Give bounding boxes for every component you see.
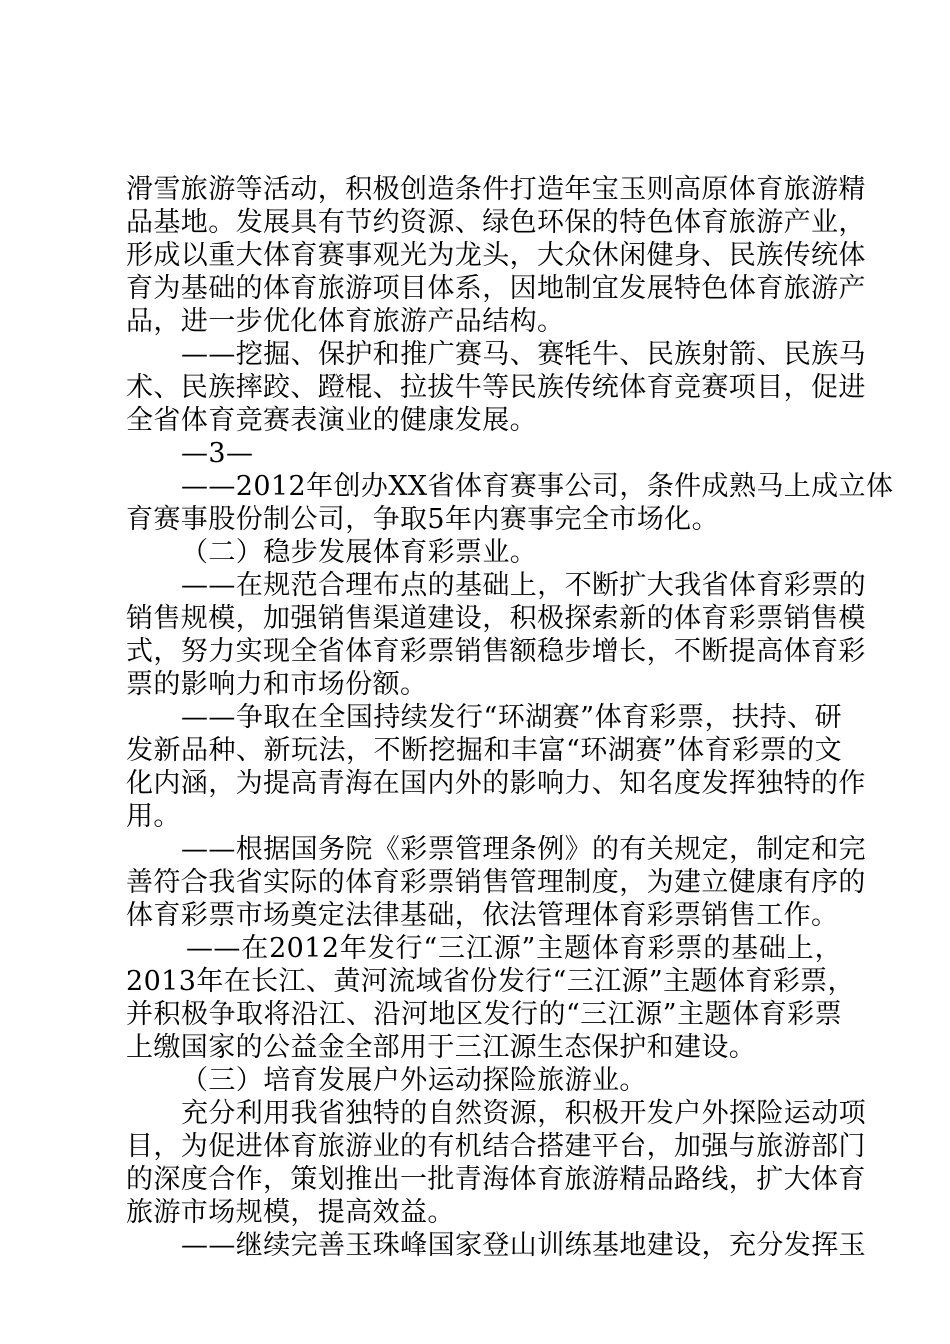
text-line: ——根据国务院《彩票管理条例》的有关规定，制定和完 [181,834,866,865]
text-line: 票的影响力和市场份额。 [126,669,428,700]
text-line: 化内涵，为提高青海在国内外的影响力、知名度发挥独特的作 [126,768,866,799]
text-line: 式，努力实现全省体育彩票销售额稳步增长，不断提高体育彩 [126,636,866,667]
text-line: 体育彩票市场奠定法律基础，依法管理体育彩票销售工作。 [126,900,839,931]
section-heading: （三）培育发展户外运动探险旅游业。 [181,1065,647,1096]
text-line: 销售规模，加强销售渠道建设，积极探索新的体育彩票销售模 [126,603,866,634]
text-line: 育赛事股份制公司，争取5年内赛事完全市场化。 [126,504,719,535]
text-line: 术、民族摔跤、蹬棍、拉拔牛等民族传统体育竞赛项目，促进 [126,372,866,403]
text-line: ——在2012年发行“三江源”主题体育彩票的基础上， [186,933,842,964]
text-line: 旅游市场规模，提高效益。 [126,1197,455,1228]
text-line: 上缴国家的公益金全部用于三江源生态保护和建设。 [126,1032,757,1063]
text-line: 的深度合作，策划推出一批青海体育旅游精品路线，扩大体育 [126,1164,866,1195]
text-line: ——继续完善玉珠峰国家登山训练基地建设，充分发挥玉 [181,1230,866,1261]
text-line: 善符合我省实际的体育彩票销售管理制度，为建立健康有序的 [126,867,866,898]
text-line: 目，为促进体育旅游业的有机结合搭建平台，加强与旅游部门 [126,1131,866,1162]
text-line: 2013年在长江、黄河流域省份发行“三江源”主题体育彩票， [126,966,855,997]
text-line: ——在规范合理布点的基础上，不断扩大我省体育彩票的 [181,570,866,601]
text-line: ——2012年创办XX省体育赛事公司，条件成熟马上成立体 [181,471,894,502]
text-line: ——挖掘、保护和推广赛马、赛牦牛、民族射箭、民族马 [181,339,866,370]
text-line: ——争取在全国持续发行“环湖赛”体育彩票，扶持、研 [181,702,842,733]
page-number: —3— [181,438,254,469]
text-line: 发新品种、新玩法，不断挖掘和丰富“环湖赛”体育彩票的文 [126,735,842,766]
text-line: 并积极争取将沿江、沿河地区发行的“三江源”主题体育彩票 [126,999,842,1030]
text-line: 形成以重大体育赛事观光为龙头，大众休闲健身、民族传统体 [126,240,866,271]
section-heading: （二）稳步发展体育彩票业。 [181,537,538,568]
text-line: 用。 [126,801,181,832]
text-line: 全省体育竞赛表演业的健康发展。 [126,405,537,436]
text-line: 品，进一步优化体育旅游产品结构。 [126,306,565,337]
text-line: 滑雪旅游等活动，积极创造条件打造年宝玉则高原体育旅游精 [126,174,866,205]
text-line: 充分利用我省独特的自然资源，积极开发户外探险运动项 [181,1098,866,1129]
text-line: 育为基础的体育旅游项目体系，因地制宜发展特色体育旅游产 [126,273,866,304]
text-line: 品基地。发展具有节约资源、绿色环保的特色体育旅游产业， [126,207,866,238]
